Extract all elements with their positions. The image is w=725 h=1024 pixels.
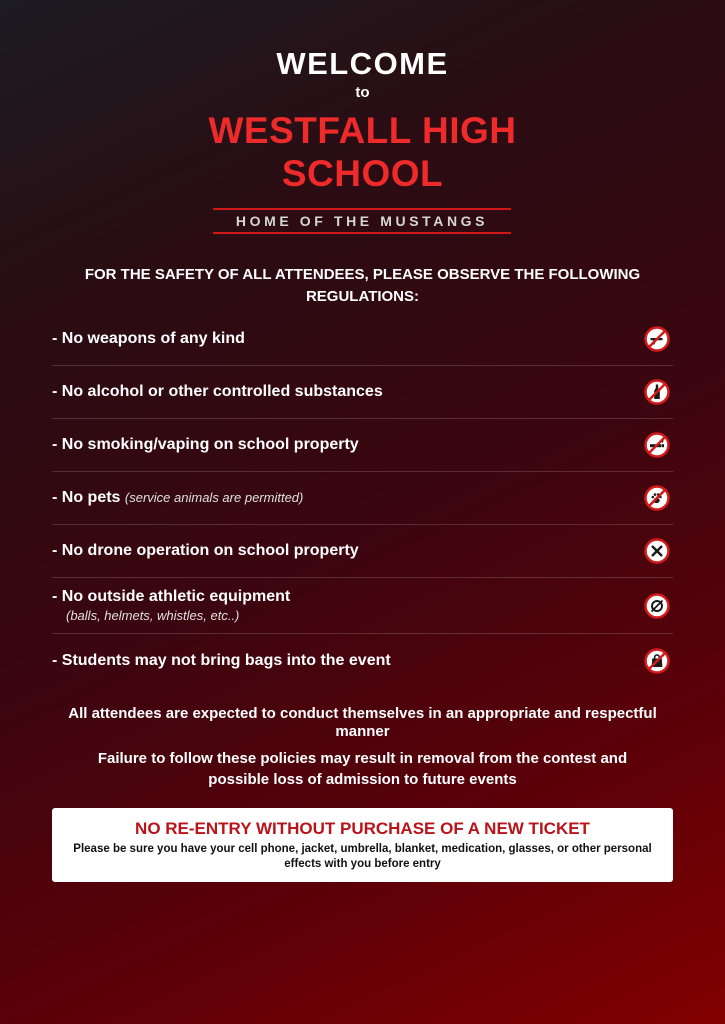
policy-warning: Failure to follow these policies may result in removal from the contest and possible loss of admission to future events <box>97 750 628 788</box>
no-pets-icon <box>644 485 670 511</box>
rule-text: - No weapons of any kind <box>52 330 245 347</box>
school-tagline: HOME OF THE MUSTANGS <box>213 208 511 234</box>
rule-item <box>52 634 673 687</box>
rule-text: - No drone operation on school property <box>52 542 359 559</box>
no-bags-icon <box>644 648 670 674</box>
rule-note: (balls, helmets, whistles, etc..) <box>66 607 240 623</box>
rule-text: - No pets (service animals are permitted) <box>52 489 304 506</box>
no-smoking-icon <box>644 432 670 458</box>
rule-item <box>52 419 673 472</box>
conduct-statement: All attendees are expected to conduct themselves in an appropriate and respectful manner <box>68 705 657 740</box>
rule-text: - No outside athletic equipment (balls, helmets, whistles, etc..) <box>52 587 291 623</box>
rule-item <box>52 366 673 419</box>
regulations-intro: FOR THE SAFETY OF ALL ATTENDEES, PLEASE OBSERVE THE FOLLOWING REGULATIONS: <box>84 266 641 305</box>
no-alcohol-icon <box>644 379 670 405</box>
rule-item <box>52 313 673 366</box>
school-name-title: WESTFALL HIGH SCHOOL <box>208 110 517 194</box>
rule-note: (service animals are permitted) <box>124 490 304 505</box>
reentry-notice-title: NO RE-ENTRY WITHOUT PURCHASE OF A NEW TICKET <box>135 819 590 838</box>
rule-item <box>52 578 673 634</box>
no-drones-icon <box>644 538 670 564</box>
welcome-heading: WELCOME <box>276 46 449 81</box>
personal-effects-reminder: Please be sure you have your cell phone, jacket, umbrella, blanket, medication, glasses, or other personal effects with you before entry <box>73 843 652 870</box>
regulations-list <box>52 313 673 687</box>
rule-text: - No alcohol or other controlled substances <box>52 383 383 400</box>
welcome-to-text: to <box>355 84 370 101</box>
rule-item <box>52 472 673 525</box>
rule-text: - No smoking/vaping on school property <box>52 436 359 453</box>
rule-item <box>52 525 673 578</box>
rule-text: - Students may not bring bags into the event <box>52 651 391 669</box>
no-equipment-icon <box>644 593 670 619</box>
reentry-notice-box <box>52 808 673 882</box>
no-weapons-icon <box>644 326 670 352</box>
